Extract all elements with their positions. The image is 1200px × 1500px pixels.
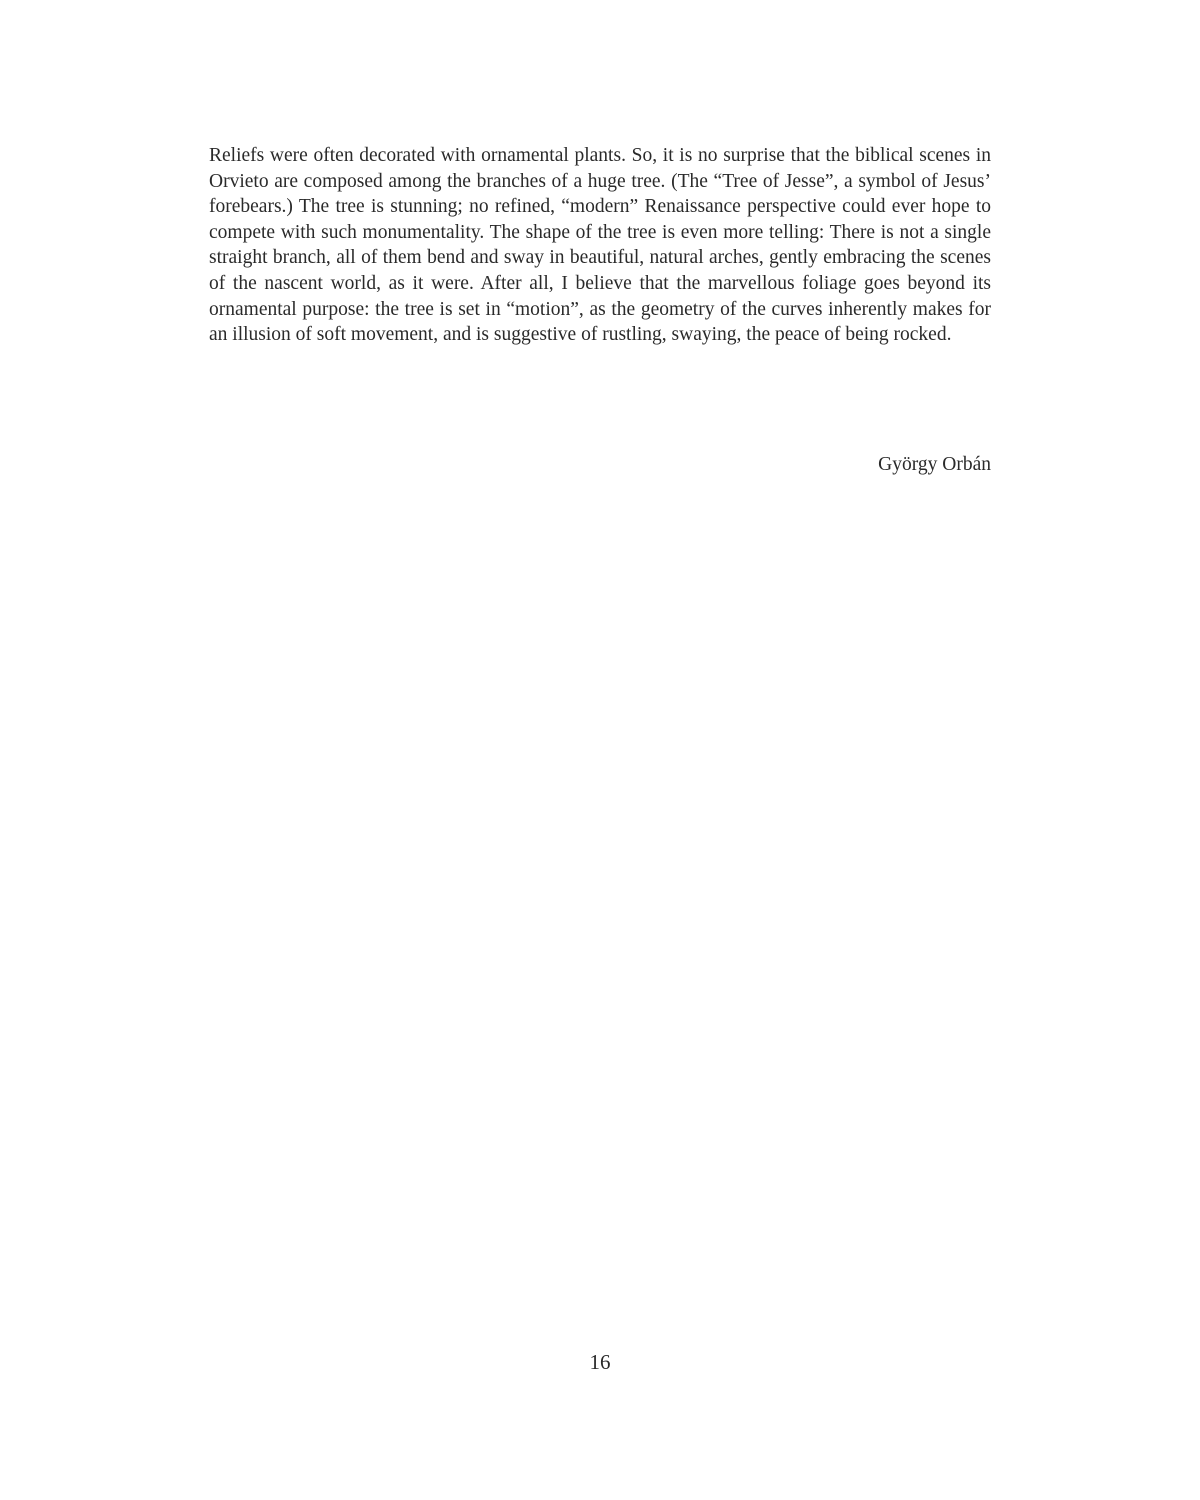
- page-number: 16: [589, 1350, 611, 1374]
- body-paragraph: Reliefs were often decorated with ornamental plants. So, it is no surprise that the biblical scenes in Orvieto are composed among the branches of a huge tree. (The “Tree of Jesse”, a symbol of Jesus’ forebears.) The tree is stunning; no refined, “modern” Renaissance perspective could ever hope to compete with such monumentality. The shape of the tree is even more telling: There is not a single straight branch, all of them bend and sway in beautiful, natural arches, gently embracing the scenes of the nascent world, as it were. After all, I believe that the marvellous foliage goes beyond its ornamental purpose: the tree is set in “motion”, as the geometry of the curves inherently makes for an illusion of soft movement, and is suggestive of rustling, swaying, the peace of being rocked.: [209, 145, 991, 346]
- author-signature: György Orbán: [878, 454, 991, 475]
